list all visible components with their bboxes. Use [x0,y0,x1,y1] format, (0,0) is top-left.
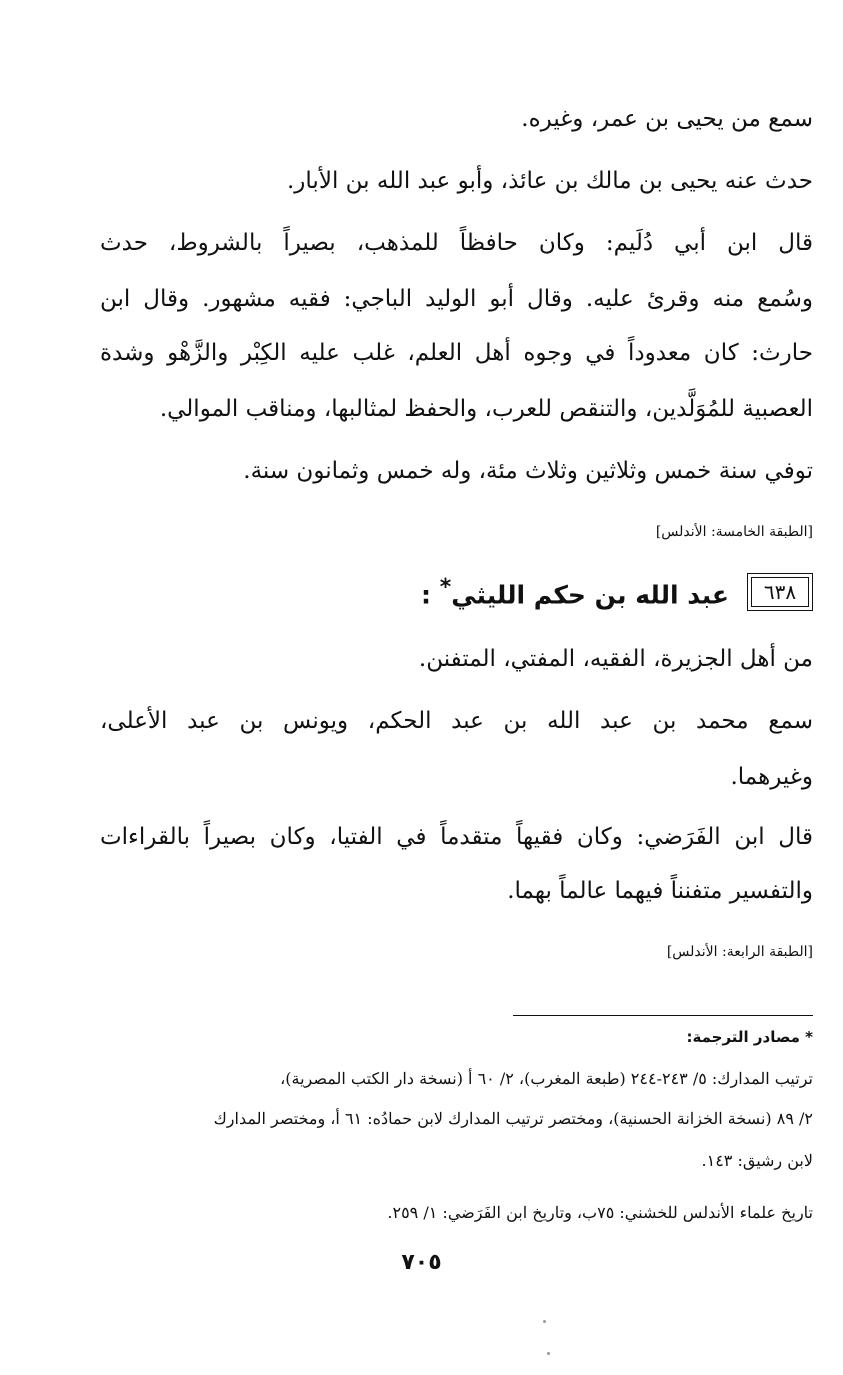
footnote-line: ٢/ ٨٩ (نسخة الخزانة الحسنية)، ومختصر ترتيب المدارك لابن حمادُه: ٦١ أ، ومختصر المدارك [213,1109,813,1128]
entry-title [421,575,729,609]
scan-speck [547,1352,550,1355]
tabaqa-note: [الطبقة الرابعة: الأندلس] [666,944,813,960]
footnote-heading: * مصادر الترجمة: [686,1028,813,1046]
quote-line: والتفسير متفنناً فيهما عالماً بهما. [507,878,813,904]
tabaqa-note: [الطبقة الخامسة: الأندلس] [655,524,813,540]
quote-line: قال ابن الفَرَضي: وكان فقيهاً متقدماً في الفتيا، وكان بصيراً بالقراءات [100,824,813,850]
quote-line: قال ابن أبي دُلَيم: وكان حافظاً للمذهب، بصيراً بالشروط، حدث [100,230,813,256]
quote-line: حارث: كان معدوداً في وجوه أهل العلم، غلب عليه الكِبْر والزَّهْو وشدة [100,340,813,366]
footnote-line: ترتيب المدارك: ٥/ ٢٤٣-٢٤٤ (طبعة المغرب)، ٢/ ٦٠ أ (نسخة دار الكتب المصرية)، [280,1069,813,1088]
entry-colon: : [420,580,431,610]
origin-line: من أهل الجزيرة، الفقيه، المفتي، المتفنن. [418,646,813,672]
heard-line: وغيرهما. [730,764,813,790]
heard-from-line: سمع من يحيى بن عمر، وغيره. [521,106,813,132]
entry-heading [421,570,813,614]
entry-number: ٦٣٨ [763,580,797,604]
narrated-by-line: حدث عنه يحيى بن مالك بن عائذ، وأبو عبد الله بن الأبار. [287,168,813,194]
entry-number-box [747,573,813,611]
footnote-separator [513,1015,813,1016]
footnote-line: لابن رشيق: ١٤٣. [701,1151,813,1170]
death-line: توفي سنة خمس وثلاثين وثلاث مئة، وله خمس وثمانون سنة. [243,458,813,484]
footnote-star: * [439,574,452,600]
footnote-line: تاريخ علماء الأندلس للخشني: ٧٥ب، وتاريخ ابن الفَرَضي: ١/ ٢٥٩. [387,1203,813,1222]
page-number: ٧٠٥ [401,1250,442,1275]
quote-line: وسُمع منه وقرئ عليه. وقال أبو الوليد الباجي: فقيه مشهور. وقال ابن [100,286,813,312]
entry-name: عبد الله بن حكم الليثي [451,580,729,610]
quote-line: العصبية للمُوَلَّدين، والتنقص للعرب، والحفظ لمثالبها، ومناقب الموالي. [159,396,813,422]
heard-line: سمع محمد بن عبد الله بن عبد الحكم، ويونس بن عبد الأعلى، [100,708,813,734]
scan-speck [543,1320,546,1323]
